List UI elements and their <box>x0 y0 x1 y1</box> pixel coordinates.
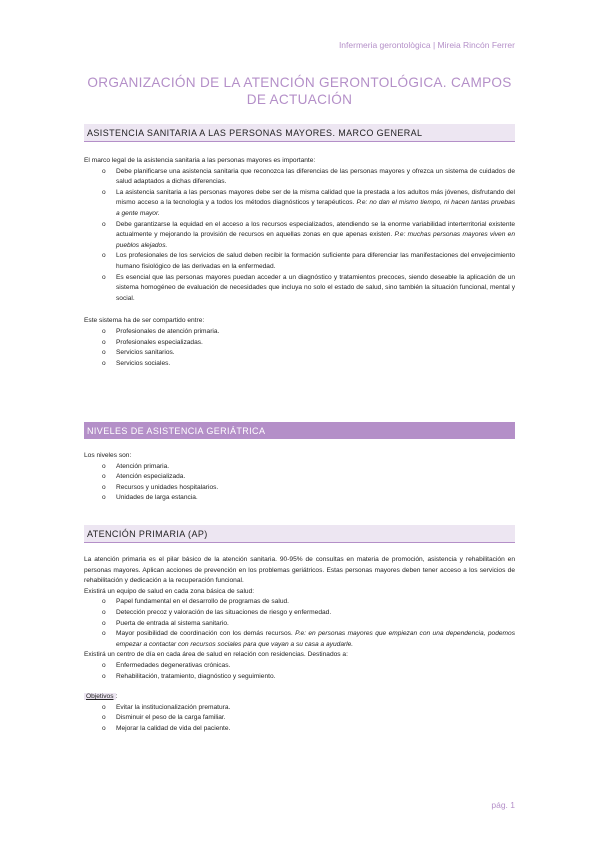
list-item: o La asistencia sanitaria a las personas mayores debe ser de la misma calidad que la prestada a los adultos más jóvenes, disfrutando del mismo acceso a la tecnología y a todos los métodos diagnósticos y terapéuticos. P.e: no dan el mismo tiempo, ni hacen tantas pruebas a gente mayor. <box>84 188 515 220</box>
list-item: o Los profesionales de los servicios de salud deben recibir la formación suficiente para diferenciar las manifestaciones del envejecimiento humano fisiológico de las derivadas en la enfermedad. <box>84 251 515 272</box>
list-item: o Debe garantizarse la equidad en el acceso a los recursos especializados, atendiendo se la enorme variabilidad interterritorial existente actualmente y mejorando la provisión de recursos en aquellas zonas en que apenas existen. P.e: muchas personas mayores viven en pueblos alejados. <box>84 220 515 252</box>
paragraph: Existirá un centro de día en cada área de salud en relación con residencias. Destinados a: <box>84 651 348 659</box>
list-item: o Puerta de entrada al sistema sanitario. <box>84 619 515 630</box>
list-item: o Servicios sanitarios. <box>84 348 515 359</box>
section-heading: ASISTENCIA SANITARIA A LAS PERSONAS MAYORES. MARCO GENERAL <box>84 124 515 142</box>
list-item: o Mayor posibilidad de coordinación con los demás recursos. P.e: en personas mayores que empiezan con una dependencia, podemos empezar a contactar con recursos sociales para que vayan a su casa a ayudarle. <box>84 629 515 650</box>
document-title: ORGANIZACIÓN DE LA ATENCIÓN GERONTOLÓGICA. CAMPOS DE ACTUACIÓN <box>87 75 512 107</box>
paragraph: Existirá un equipo de salud en cada zona básica de salud: <box>84 587 255 595</box>
list-item: o Debe planificarse una asistencia sanitaria que reconozca las diferencias de las personas mayores y ofrezca un sistema de cuidados de salud adaptados a dichas diferencias. <box>84 167 515 188</box>
section-asistencia-sanitaria <box>84 124 515 369</box>
bullet-list <box>84 462 515 504</box>
list-item: o Atención primaria. <box>84 462 515 473</box>
page-header: Infermeria gerontològica | Mireia Rincón Ferrer <box>338 40 515 50</box>
bullet-list <box>84 167 515 305</box>
list-item: o Atención especializada. <box>84 472 515 483</box>
list-item: o Papel fundamental en el desarrollo de programas de salud. <box>84 597 515 608</box>
list-item: o Evitar la institucionalización prematura. <box>84 703 515 714</box>
list-item: o Mejorar la calidad de vida del paciente. <box>84 724 515 735</box>
objectives-label: Objetivos <box>86 693 114 701</box>
section-atencion-primaria <box>84 525 515 735</box>
list-item: o Profesionales de atención primaria. <box>84 327 515 338</box>
list-item: o Es esencial que las personas mayores puedan acceder a un diagnóstico y tratamientos precoces, siendo deseable la aplicación de un sistema homogéneo de evaluación de necesidades que incluya no solo el estado de salud, sino también la situación funcional, mental y social. <box>84 273 515 305</box>
list-item: o Servicios sociales. <box>84 359 515 370</box>
paragraph: La atención primaria es el pilar básico de la atención sanitaria. 90-95% de consultas en materia de promoción, asistencia y rehabilitación en personas mayores. Aplican acciones de prevención en los problemas geriátricos. Estas personas mayores deben tener acceso a los servicios de rehabilitación y dedicación a la recuperación funcional. <box>84 556 515 585</box>
list-item: o Profesionales especializadas. <box>84 338 515 349</box>
example-note: P.e: muchas personas mayores viven en pueblos alejados. <box>116 231 516 249</box>
list-item: o Recursos y unidades hospitalarios. <box>84 483 515 494</box>
list-item: o Disminuir el peso de la carga familiar. <box>84 713 515 724</box>
section-heading: ATENCIÓN PRIMARIA (AP) <box>84 525 515 543</box>
bullet-list <box>84 597 515 650</box>
bullet-list <box>84 703 515 735</box>
paragraph: El marco legal de la asistencia sanitaria a las personas mayores es importante: <box>84 157 316 164</box>
bullet-list <box>84 327 515 369</box>
objectives-heading: Objetivos : <box>86 693 118 701</box>
example-note: P.e: en personas mayores que empiezan con una dependencia, podemos empezar a contactar con recursos sociales para que vayan a su casa a ayudarle. <box>116 630 516 648</box>
list-item: o Enfermedades degenerativas crónicas. <box>84 661 515 672</box>
bullet-list <box>84 661 515 682</box>
section-heading: NIVELES DE ASISTENCIA GERIÁTRICA <box>84 422 515 439</box>
paragraph: Los niveles son: <box>84 452 132 459</box>
example-note: P.e: no dan el mismo tiempo, ni hacen tantas pruebas a gente mayor. <box>116 199 515 217</box>
section-niveles-asistencia <box>84 422 515 504</box>
list-item: o Unidades de larga estancia. <box>84 493 515 504</box>
list-item: o Rehabilitación, tratamiento, diagnóstico y seguimiento. <box>84 672 515 683</box>
list-item: o Detección precoz y valoración de las situaciones de riesgo y enfermedad. <box>84 608 515 619</box>
paragraph: Este sistema ha de ser compartido entre: <box>84 317 205 325</box>
page-number: pág. 1 <box>491 800 515 810</box>
